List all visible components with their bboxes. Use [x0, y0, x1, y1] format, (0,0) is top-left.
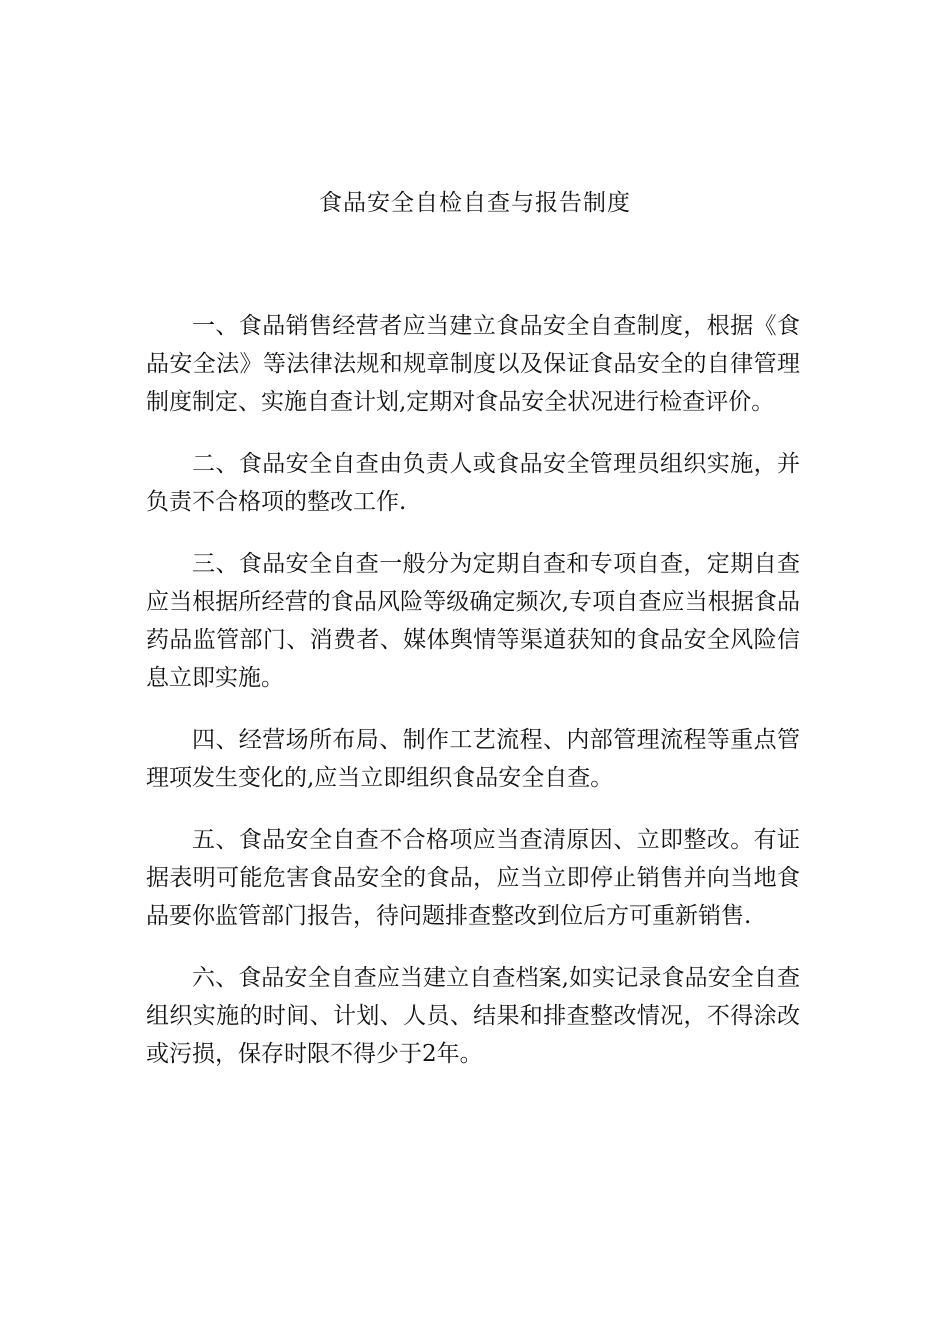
document-title: 食品安全自检自查与报告制度	[319, 190, 631, 216]
paragraph-2: 二、食品安全自查由负责人或食品安全管理员组织实施，并负责不合格项的整改工作.	[146, 451, 800, 515]
paragraph-4: 四、经营场所布局、制作工艺流程、内部管理流程等重点管理项发生变化的,应当立即组织食品安全自查。	[146, 727, 800, 791]
document-body	[146, 307, 800, 1097]
paragraph-3: 三、食品安全自查一般分为定期自查和专项自查，定期自查应当根据所经营的食品风险等级确定频次,专项自查应当根据食品药品监管部门、消费者、媒体舆情等渠道获知的食品安全风险信息立即实施。	[146, 551, 800, 691]
paragraph-5: 五、食品安全自查不合格项应当查清原因、立即整改。有证据表明可能危害食品安全的食品，应当立即停止销售并向当地食品要你监管部门报告，待问题排查整改到位后方可重新销售.	[146, 827, 800, 929]
paragraph-6: 六、食品安全自查应当建立自查档案,如实记录食品安全自查组织实施的时间、计划、人员、结果和排查整改情况，不得涂改或污损，保存时限不得少于2年。	[146, 965, 800, 1067]
paragraph-1: 一、食品销售经营者应当建立食品安全自查制度，根据《食品安全法》等法律法规和规章制度以及保证食品安全的自律管理制度制定、实施自查计划,定期对食品安全状况进行检查评价。	[146, 313, 800, 415]
